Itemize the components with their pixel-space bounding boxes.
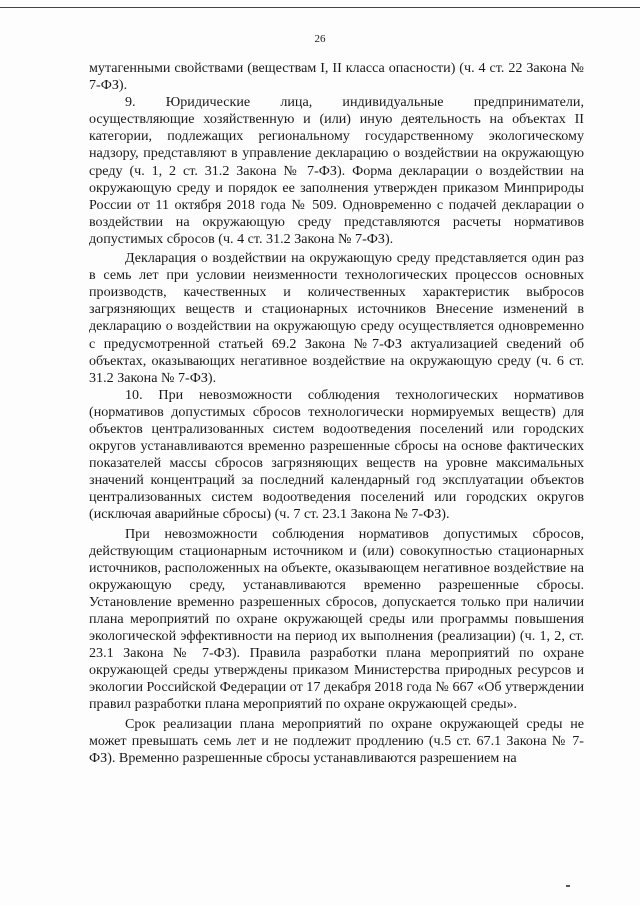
paragraph-item-10: 10. При невозможности соблюдения технологических нормативов (нормативов допустимых сбросов технологически нормируемых веществ) для объектов централизованных систем водоотведения поселений или городских округов устанавливаются временно разрешенные сбросы на основе фактических показателей массы сбросов загрязняющих веществ на уровне максимальных значений концентраций за последний календарный год эксплуатации объектов централизованных систем водоотведения поселений или городских округов (исключая аварийные сбросы) (ч. 7 ст. 23.1 Закона № 7-ФЗ). <box>89 386 584 523</box>
paragraph-plan-term: Срок реализации плана мероприятий по охране окружающей среды не может превышать семь лет и не подлежит продлению (ч.5 ст. 67.1 Закона № 7-ФЗ). Временно разрешенные сбросы устанавливаются разрешением на <box>89 715 584 766</box>
paragraph-item-9: 9. Юридические лица, индивидуальные предприниматели, осуществляющие хозяйственную и (или) иную деятельность на объектах II категории, подлежащих региональному государственному экологическому надзору, представляют в управление декларацию о воздействии на окружающую среду (ч. 1, 2 ст. 31.2 Закона № 7-ФЗ). Форма декларации о воздействии на окружающую среду и порядок ее заполнения утвержден приказом Минприроды России от 11 октября 2018 года № 509. Одновременно с подачей декларации о воздействии на окружающую среду представляются расчеты нормативов допустимых сбросов (ч. 4 ст. 31.2 Закона № 7-ФЗ). <box>89 94 584 247</box>
page-number: 26 <box>314 33 326 45</box>
top-edge-rule <box>0 7 640 8</box>
paragraph-declaration: Декларация о воздействии на окружающую среду представляется один раз в семь лет при условии неизменности технологических процессов основных производств, качественных и количественных характеристик выбросов загрязняющих веществ и стационарных источников Внесение изменений в декларацию о воздействии на окружающую среду осуществляется одновременно с предусмотренной статьей 69.2 Закона №7-ФЗ актуализацией сведений об объектах, оказывающих негативное воздействие на окружающую среду (ч. 6 ст. 31.2 Закона № 7-ФЗ). <box>89 250 584 386</box>
paragraph-temporary-discharges: При невозможности соблюдения нормативов допустимых сбросов, действующим стационарным источником и (или) совокупностью стационарных источников, расположенных на объекте, оказывающем негативное воздействие на окружающую среду, устанавливаются временно разрешенные сбросы. Установление временно разрешенных сбросов, допускается только при наличии плана мероприятий по охране окружающей среды или программы повышения экологической эффективности на период их выполнения (реализации) (ч. 1, 2, ст. 23.1 Закона № 7-ФЗ). Правила разработки плана мероприятий по охране окружающей среды утверждены приказом Министерства природных ресурсов и экологии Российской Федерации от 17 декабря 2018 года № 667 «Об утверждении правил разработки плана мероприятий по охране окружающей среды». <box>89 525 584 713</box>
paragraph-continuation: мутагенными свойствами (веществам I, II класса опасности) (ч. 4 ст. 22 Закона № 7-ФЗ). <box>89 60 584 94</box>
document-body <box>89 60 584 767</box>
scan-artifact-mark <box>566 885 570 887</box>
